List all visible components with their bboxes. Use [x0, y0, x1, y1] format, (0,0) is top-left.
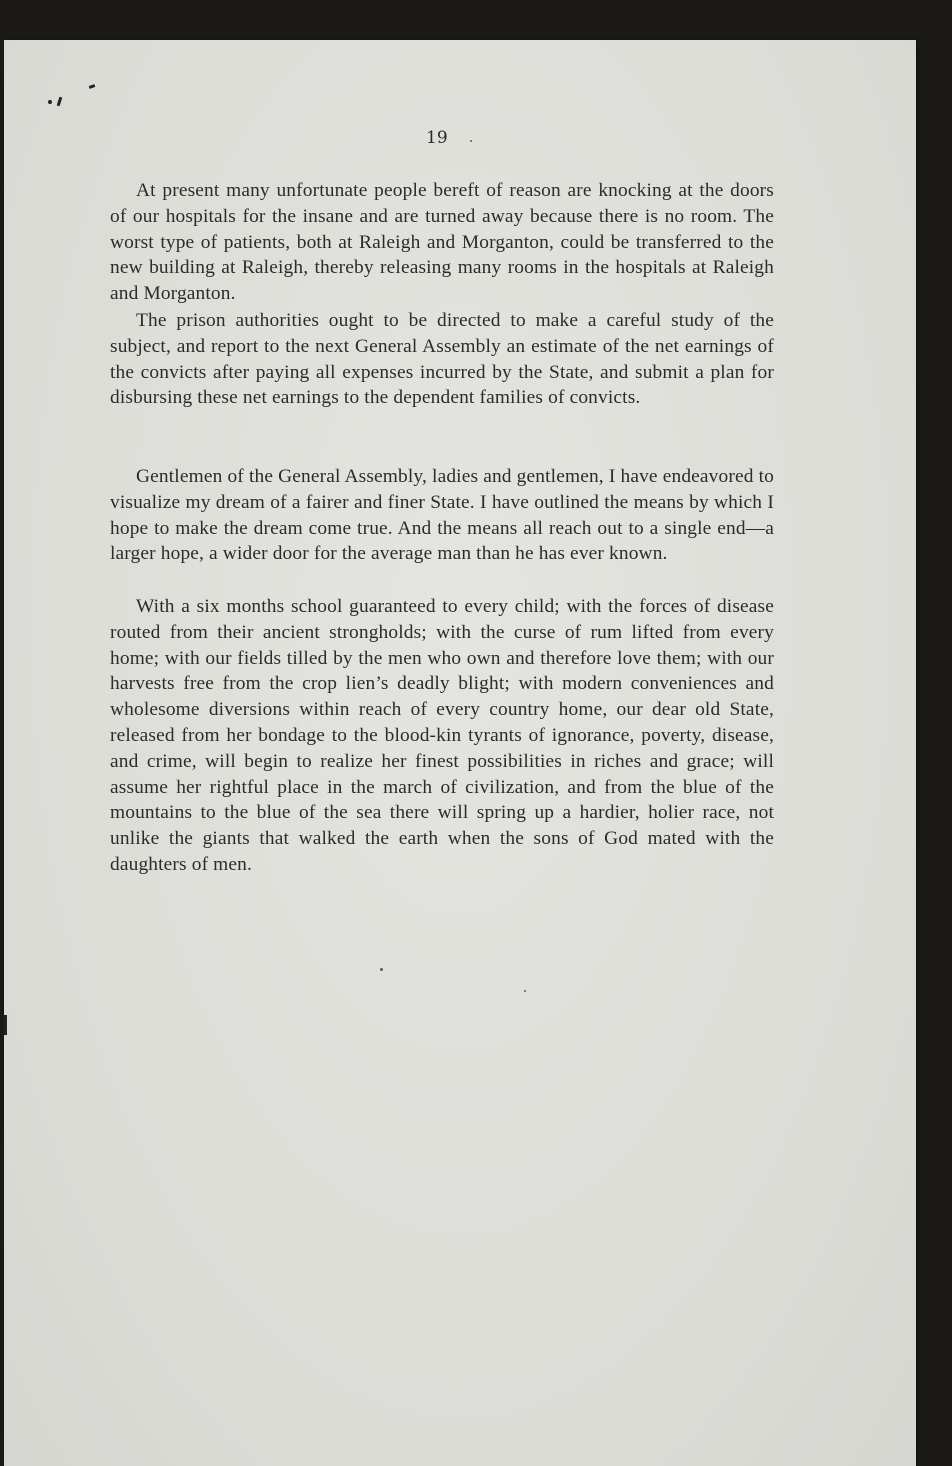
paper-speck: [470, 140, 472, 142]
paper-speck: [524, 990, 526, 992]
paragraph-text: Gentlemen of the General Assembly, ladies and gentlemen, I have endeavored to visualize my dream of a fairer and finer State. I have outlined the means by which I hope to make the dream come true. And the means all reach out to a single end—a larger hope, a wider door for the average man than he has ever known.: [110, 466, 774, 565]
paper-speck: [380, 968, 383, 971]
ink-mark: [48, 100, 52, 104]
ink-mark: [4, 1015, 7, 1035]
paragraph-text: The prison authorities ought to be directed to make a careful study of the subject, and report to the next General Assembly an estimate of the net earnings of the convicts after paying all expenses incurred by the State, and submit a plan for disbursing these net earnings to the dependent families of convicts.: [110, 310, 774, 409]
paragraph: [110, 594, 774, 878]
ink-mark: [57, 97, 63, 106]
document-page: [4, 40, 916, 1466]
paragraph: [110, 464, 774, 567]
page-number: 19: [426, 128, 448, 148]
ink-mark: [89, 84, 96, 89]
paragraph: [110, 178, 774, 307]
paragraph-text: With a six months school guaranteed to every child; with the forces of disease routed from their ancient strongholds; with the curse of rum lifted from every home; with our fields tilled by the men who own and therefore love them; with our harvests free from the crop lien’s deadly blight; with modern conveniences and wholesome diversions within reach of every country home, our dear old State, released from her bondage to the blood-kin tyrants of ignorance, poverty, disease, and crime, will begin to realize her finest possibilities in riches and grace; will assume her rightful place in the march of civilization, and from the blue of the mountains to the blue of the sea there will spring up a hardier, holier race, not unlike the giants that walked the earth when the sons of God mated with the daughters of men.: [110, 596, 774, 875]
paragraph-text: At present many unfortunate people bereft of reason are knocking at the doors of our hospitals for the insane and are turned away because there is no room. The worst type of patients, both at Raleigh and Morganton, could be transferred to the new building at Raleigh, thereby releasing many rooms in the hospitals at Raleigh and Morganton.: [110, 180, 774, 305]
paragraph: [110, 308, 774, 411]
